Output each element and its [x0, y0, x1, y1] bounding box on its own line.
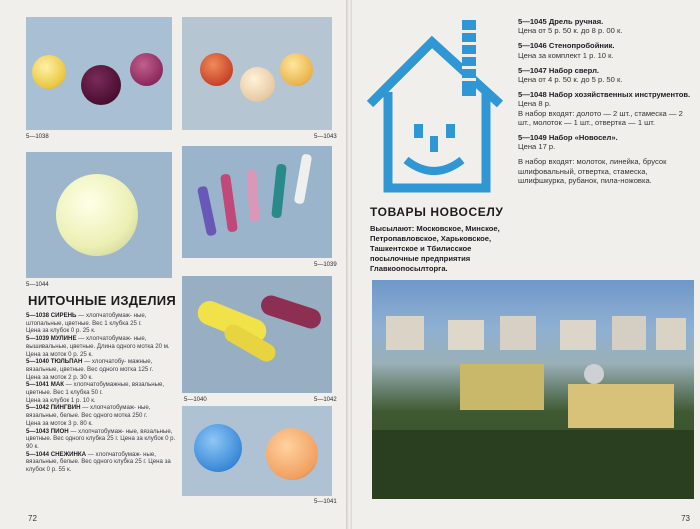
list-item: Цена за моток 3 р. 80 к. — [26, 419, 93, 427]
list-item: Цена за клубок 1 р. 10 к. — [26, 396, 96, 404]
photo-yarn-1039 — [182, 146, 332, 258]
page-number: 73 — [681, 514, 690, 523]
photo-code: 5—1040 — [184, 397, 207, 403]
photo-code: 5—1043 — [314, 134, 337, 140]
list-item: 5—1045 Дрель ручная. — [518, 17, 604, 26]
right-page — [352, 0, 700, 529]
list-item: Цена за моток 2 р. 30 к. — [26, 373, 93, 381]
list-item: 5—1047 Набор сверл. — [518, 65, 600, 75]
list-item: 5—1041 МАК — хлопчатобумажные, вязальные, цветные. Вес 1 клубка 50 г. — [26, 381, 165, 397]
photo-code: 5—1044 — [26, 282, 49, 288]
section-title: ТОВАРЫ НОВОСЕЛУ — [370, 205, 504, 219]
list-item: Цена за клубок 0 р. 25 к. — [26, 327, 96, 335]
photo-yarn-1043 — [182, 17, 332, 130]
photo-yarn-1038 — [26, 17, 172, 130]
list-item: 5—1048 Набор хозяйственных инструментов. — [518, 90, 691, 100]
photo-code: 5—1039 — [314, 262, 337, 268]
house-logo-icon — [362, 12, 512, 198]
list-item: 5—1043 ПИОН — хлопчатобумаж- ные, вязальные, цветные. Вес одного клубка 25 г. Цена за клубок 0 р. 90 к. — [26, 427, 176, 450]
list-item: 5—1038 СИРЕНЬ — хлопчатобумаж- ные, штопальные, цветные. Вес 1 клубка 25 г. — [26, 312, 147, 327]
list-item: 5—1046 Стенопробойник. — [518, 41, 615, 51]
list-item: 5—1040 ТЮЛЬПАН — хлопчатобу- мажные, вязальные, цветные. Вес одного мотка 125 г. — [26, 358, 154, 373]
left-page — [0, 0, 348, 529]
city-photo — [372, 280, 694, 499]
photo-code: 5—1038 — [26, 134, 49, 140]
list-item: 5—1039 МУЛИНЕ — хлопчатобумаж- ные, вышивальные, цветные. Длина одного мотка 20 м. — [26, 335, 170, 350]
page-number: 72 — [28, 514, 37, 523]
list-item: 5—1044 СНЕЖИНКА — хлопчатобумаж- ные, вязальные, белые. Вес одного клубка 25 г. Цена за клубок 0 р. 55 к. — [26, 450, 171, 474]
list-item: 5—1049 Набор «Новосел». — [518, 133, 618, 143]
photo-yarn-1041 — [182, 406, 332, 496]
entries-list — [26, 312, 176, 474]
list-item: 5—1042 ПИНГВИН — хлопчатобумаж- ные, вязальные, белые. Вес одного мотка 250 г. — [26, 404, 151, 420]
photo-code: 5—1041 — [314, 499, 337, 505]
photo-yarn-1040-1042 — [182, 276, 332, 393]
items-list: 5—1045 Дрель ручная. Цена от 5 р. 50 к. до 8 р. 00 к. 5—1046 Стенопробойник. Цена за комплект 1 р. 10 к. 5—1047 Набор сверл. Цена от 4 р. 50 к. до 5 р. 50 к. 5—1048 Набор хозяйственных инструментов. Цена 8 р. В набор входят: долото — 2 шт., стамеска — 2 шт., молоток — 1 шт., отвертка — 1 шт. 5—1049 Набор «Новосел». Цена 17 р. В набор входят: молоток, линейка, брусок шлифовальный, отвертка, стамеска, шлифшкурка, рубанок, пила-ножовка. — [518, 17, 693, 185]
photo-code: 5—1042 — [314, 397, 337, 403]
section-title: НИТОЧНЫЕ ИЗДЕЛИЯ — [28, 293, 177, 308]
photo-yarn-1044 — [26, 152, 172, 278]
suppliers-text: Высылают: Московское, Минское, Петропавловское, Харьковское, Ташкентское и Тбилисское посылочные предприятия Главкоопосылторга. — [370, 224, 500, 273]
novosel-contents: В набор входят: молоток, линейка, брусок шлифовальный, отвертка, стамеска, шлифшкурка, рубанок, пила-ножовка. — [518, 157, 667, 185]
list-item: Цена за моток 0 р. 25 к. — [26, 350, 93, 358]
